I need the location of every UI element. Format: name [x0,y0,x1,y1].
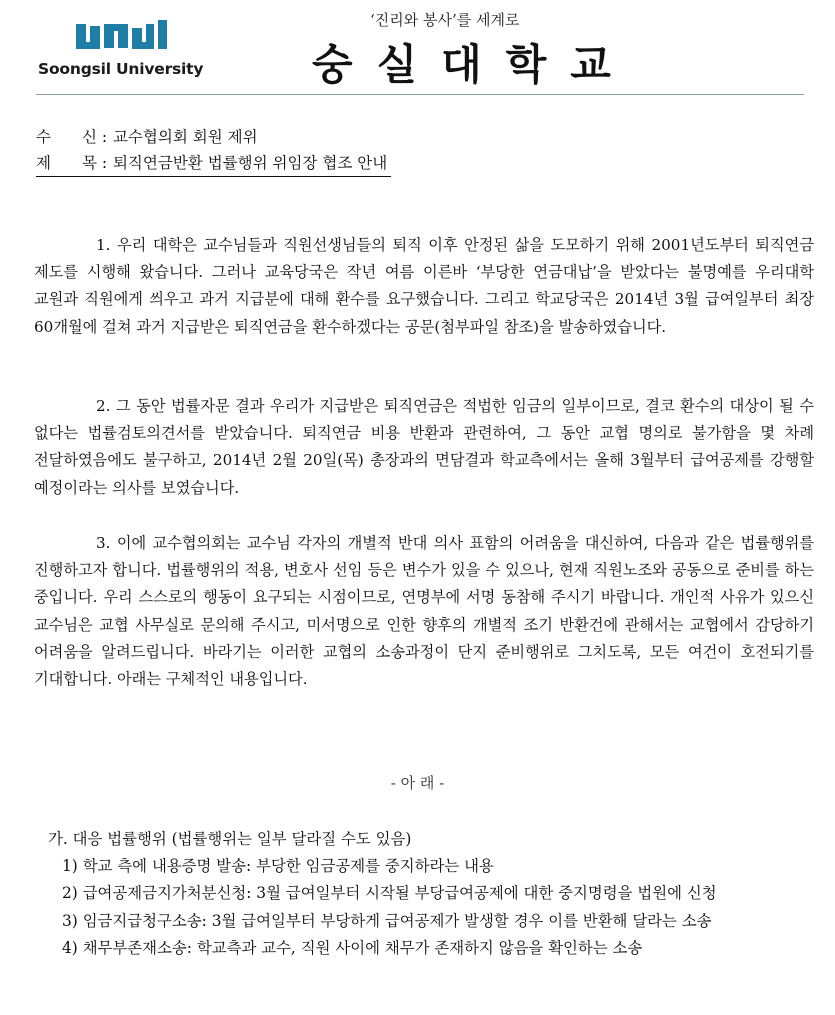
list-item: 2) 급여공제금지가처분신청: 3월 급여일부터 시작될 부당급여공제에 대한 중지명령을 법원에 신청 [62,884,717,903]
logo-text: Soongsil University [38,60,204,78]
university-logo [38,18,208,84]
legal-actions-list [48,826,814,963]
paragraph-1 [34,232,814,341]
subject-value: 퇴직연금반환 법률행위 위임장 협조 안내 [112,154,388,172]
list-item: 1) 학교 측에 내용증명 발송: 부당한 임금공제를 중지하라는 내용 [62,857,494,875]
logo-mark-icon [76,18,172,56]
list-item: 4) 채무부존재소송: 학교측과 교수, 직원 사이에 채무가 존재하지 않음을 확인하는 소송 [62,939,643,958]
letterhead [0,0,835,96]
university-name: 숭실대학교 [312,40,635,89]
paragraph-3-text: 3. 이에 교수협의회는 교수님 각자의 개별적 반대 의사 표함의 어려움을 대신하여, 다음과 같은 법률행위를 진행하고자 합니다. 법률행위의 적용, 변호사 선임 등은 변수가 있을 수 있으나, 현재 직원노조와 공동으로 준비를 하는 중입니다. 우리 스스로의 행동이 요구되는 시점이므로, 연명부에 서명 동참해 주시기 바랍니다. 개인적 사유가 있으신 교수님은 교협 사무실로 문의해 주시고, 미서명으로 인한 향후의 개별적 조기 반환건에 관해서는 교협에서 감당하기 어려움을 알려드립니다. 바라기는 이러한 교협의 소송과정이 단지 준비행위로 그치도록, 모든 여건이 호전되기를 기대합니다. 아래는 구체적인 내용입니다. [34,534,814,689]
subject-label: 제 목 : [36,154,108,172]
list-heading: 가. 대응 법률행위 (법률행위는 일부 달라질 수도 있음) [48,830,412,848]
letter-meta [36,124,391,177]
paragraph-2 [34,393,814,502]
recipient-line [36,124,391,151]
recipient-value: 교수협의회 회원 제위 [112,128,258,146]
recipient-label: 수 신 : [36,128,108,146]
paragraph-1-text: 1. 우리 대학은 교수님들과 직원선생님들의 퇴직 이후 안정된 삶을 도모하기 위해 2001년도부터 퇴직연금 제도를 시행해 왔습니다. 그러나 교육당국은 작년 여름 이른바 ‘부당한 연금대납’을 받았다는 불명예를 우리대학 교원과 직원에게 씌우고 과거 지급분에 대해 환수를 요구했습니다. 그리고 학교당국은 2014년 3월 급여일부터 최장 60개월에 걸쳐 과거 지급받은 퇴직연금을 환수하겠다는 공문(첨부파일 참조)을 발송하였습니다. [34,236,814,336]
notice-title: - 아 래 - [390,774,445,792]
letterhead-divider [36,94,804,95]
paragraph-3 [34,530,814,693]
paragraph-2-text: 2. 그 동안 법률자문 결과 우리가 지급받은 퇴직연금은 적법한 임금의 일부이므로, 결코 환수의 대상이 될 수 없다는 법률검토의견서를 받았습니다. 퇴직연금 비용 반환과 관련하여, 그 동안 교협 명의로 불가함을 몇 차례 전달하였음에도 불구하고, 2014년 2월 20일(목) 총장과의 면담결과 학교측에서는 올해 3월부터 급여공제를 강행할 예정이라는 의사를 보였습니다. [34,397,814,497]
list-item: 3) 임금지급청구소송: 3월 급여일부터 부당하게 급여공제가 발생할 경우 이를 반환해 달라는 소송 [62,911,712,930]
subject-line [36,151,391,177]
university-motto: ‘진리와 봉사’를 세계로 [370,11,520,29]
